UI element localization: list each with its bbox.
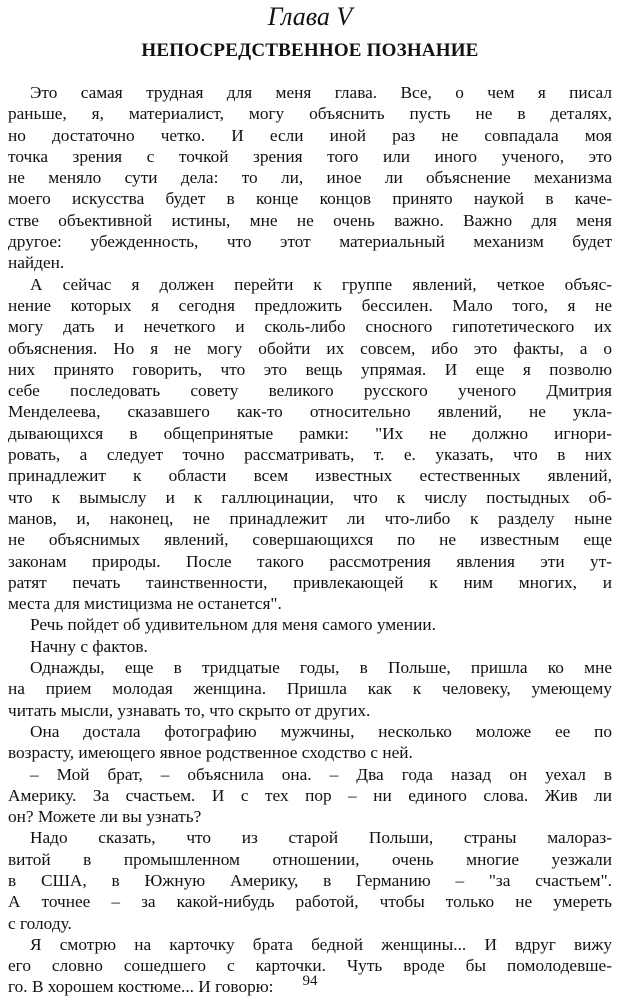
text-line: А сейчас я должен перейти к группе явлений, четкое объяс- xyxy=(30,274,612,294)
text-line: не объяснимых явлений, совершающихся по не известным еще xyxy=(8,530,612,550)
chapter-title: НЕПОСРЕДСТВЕННОЕ ПОЗНАНИЕ xyxy=(141,40,479,61)
text-line: Это самая трудная для меня глава. Все, о чем я писал xyxy=(30,83,612,102)
text-line: Надо сказать, что из старой Польши, страны малораз- xyxy=(30,828,612,848)
text-line: Я смотрю на карточку брата бедной женщины... И вдруг вижу xyxy=(30,934,612,954)
text-line: раньше, я, материалист, могу объяснить пусть не в деталях, xyxy=(8,104,612,124)
text-line: но достаточно четко. И если иной раз не совпадала моя xyxy=(8,125,612,145)
text-line: он? Можете ли вы узнать? xyxy=(8,807,202,827)
text-line: не меняло сути дела: то ли, иное ли объяснение механизма xyxy=(8,168,612,188)
text-line: читать мысли, узнавать то, что скрыто от других. xyxy=(8,700,371,720)
text-line: места для мистицизма не останется". xyxy=(8,594,282,614)
text-line: моего искусства будет в конце концов принято наукой в каче- xyxy=(8,189,612,209)
text-line: другое: убежденность, что этот материальный механизм будет xyxy=(8,232,612,252)
text-line: – Мой брат, – объяснила она. – Два года назад он уехал в xyxy=(30,764,612,784)
text-line: стве объективной истины, мне не очень важно. Важно для меня xyxy=(8,210,612,230)
text-line: них принято говорить, что это вещь упрямая. И еще я позволю xyxy=(8,359,612,379)
text-line: Речь пойдет об удивительном для меня самого умении. xyxy=(30,615,436,635)
page-number: 94 xyxy=(302,973,318,989)
text-line: Менделеева, сказавшего как-то относительно явлений, не укла- xyxy=(8,402,612,422)
text-line: Начну с фактов. xyxy=(30,636,148,656)
text-line: манов, и, наконец, не принадлежит ли что-либо к разделу ныне xyxy=(8,508,612,528)
chapter-heading: Глава V xyxy=(267,2,353,31)
body-text xyxy=(8,82,612,998)
text-line: Однажды, еще в тридцатые годы, в Польше, пришла ко мне xyxy=(30,658,612,678)
text-line: Америку. За счастьем. И с тех пор – ни единого слова. Жив ли xyxy=(8,785,612,805)
text-line: объяснения. Но я не могу обойти их совсем, ибо это факты, а о xyxy=(8,338,612,358)
text-line: законам природы. После такого рассмотрения явления эти ут- xyxy=(8,551,612,571)
text-line: го. В хорошем костюме... И говорю: xyxy=(8,977,274,997)
text-line: витой в промышленном отношении, очень многие уезжали xyxy=(8,849,612,869)
text-line: точка зрения с точкой зрения того или иного ученого, это xyxy=(8,146,612,166)
text-line: с голоду. xyxy=(8,913,72,933)
text-line: возрасту, имеющего явное родственное сходство с ней. xyxy=(8,743,413,763)
text-line: могу дать и нечеткого и сколь-либо сносного гипотетического их xyxy=(8,317,612,337)
text-line: дывающихся в общепринятые рамки: "Их не должно игнори- xyxy=(8,423,612,443)
text-line: ратят печать таинственности, привлекающей к ним многих, и xyxy=(8,572,612,592)
text-line: его словно сошедшего с карточки. Чуть вроде бы помолодевше- xyxy=(8,956,612,976)
text-line: Она достала фотографию мужчины, несколько моложе ее по xyxy=(30,721,612,741)
text-line: что к вымыслу и к галлюцинации, что к числу постыдных об- xyxy=(8,487,612,507)
text-line: нение которых я сегодня предложить бессилен. Мало того, я не xyxy=(8,295,612,315)
text-line: себе последовать совету великого русского ученого Дмитрия xyxy=(8,381,612,401)
text-line: найден. xyxy=(8,253,65,273)
text-line: на прием молодая женщина. Пришла как к человеку, умеющему xyxy=(8,679,612,699)
text-line: А точнее – за какой-нибудь работой, чтобы только не умереть xyxy=(8,892,612,912)
text-line: принадлежит к области всем известных естественных явлений, xyxy=(8,466,612,486)
text-line: ровать, а следует точно рассматривать, т. е. указать, что в них xyxy=(8,445,612,465)
text-line: в США, в Южную Америку, в Германию – "за счастьем". xyxy=(8,870,612,890)
